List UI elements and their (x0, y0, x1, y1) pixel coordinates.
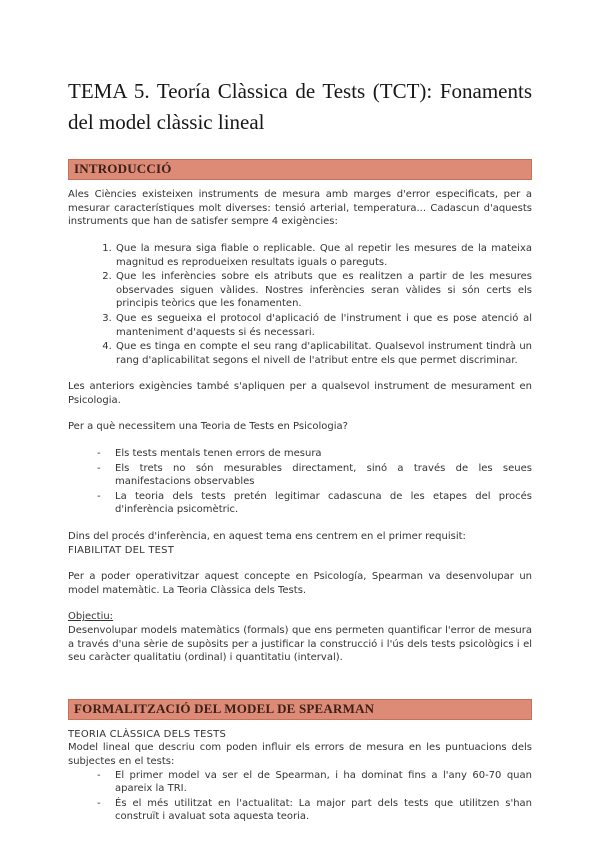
intro-bullet-list (68, 447, 532, 517)
fiabilitat-del-test-line: FIABILITAT DEL TEST (68, 544, 175, 556)
formalization-paragraph-1: Model lineal que descriu com poden influir els errors de mesura en les puntuacions dels subjectes en el tests: (68, 742, 532, 767)
numbered-item: 1. Que la mesura siga fiable o replicable. Que al repetir les mesures de la mateixa magnitud es reprodueixen resultats iguals o pareguts. (115, 242, 532, 269)
intro-paragraph-2: Les anteriors exigències també s'apliquen per a qualsevol instrument de mesurament en Psicologia. (68, 381, 532, 406)
intro-paragraph-3: Per a què necessitem una Teoria de Tests en Psicologia? (68, 421, 348, 433)
numbered-item: 2. Que les inferències sobre els atributs que es realitzen a partir de les mesures observades siguen vàlides. Nostres inferències seran vàlides si són certs els principis teòrics que les fonamenten. (115, 270, 532, 311)
intro-paragraph-4-line1: Dins del procés d'inferència, en aquest tema ens centrem en el primer requisit: (68, 531, 466, 543)
bullet-item: - És el més utilitzat en l'actualitat: La major part dels tests que utilitzen s'han construït i avaluat sota aquesta teoria. (115, 797, 532, 824)
bullet-item: - El primer model va ser el de Spearman, i ha dominat fins a l'any 60-70 quan apareix la TRI. (115, 769, 532, 796)
intro-paragraph-1: Ales Ciències existeixen instruments de mesura amb marges d'error especificats, per a mesurar característiques molt diverses: tensió arterial, temperatura... Cadascun d'aquests instruments que han de satisfer sempre 4 exigències: (68, 189, 532, 228)
formalization-bullet-list (68, 769, 532, 824)
intro-paragraph-5: Per a poder operativitzar aquest concepte en Psicología, Spearman va desenvolupar un model matemàtic. La Teoria Clàssica dels Tests. (68, 571, 532, 596)
intro-numbered-list (68, 242, 532, 367)
doc-title: TEMA 5. Teoría Clàssica de Tests (TCT): Fonaments del model clàssic lineal (68, 79, 532, 135)
bullet-item: - La teoria dels tests pretén legitimar cadascuna de les etapes del procés d'inferència psicomètric. (115, 490, 532, 517)
numbered-item: 3. Que es segueixa el protocol d'aplicació de l'instrument i que es pose atenció al manteniment d'aquests si és necessari. (115, 312, 532, 339)
section-heading-formalitzacio: FORMALITZACIÓ DEL MODEL DE SPEARMAN (68, 699, 532, 720)
bullet-item: - Els tests mentals tenen errors de mesura (115, 447, 532, 461)
numbered-item: 4. Que es tinga en compte el seu rang d'aplicabilitat. Qualsevol instrument tindrà un rang d'aplicabilitat segons el nivell de l'atribut entre els que permet discriminar. (115, 340, 532, 367)
formalization-subheading: TEORIA CLÀSSICA DELS TESTS (68, 728, 227, 740)
section-heading-introduccio: INTRODUCCIÓ (68, 159, 532, 180)
bullet-item: - Els trets no són mesurables directament, sinó a través de les seues manifestacions observables (115, 462, 532, 489)
objective-label: Objectiu: (68, 611, 114, 623)
objective-text: Desenvolupar models matemàtics (formals) que ens permeten quantificar l'error de mesura a través d'una sèrie de supòsits per a justificar la construcció i l'ús dels tests psicològics i el seu caràcter qualitatiu (ordinal) i quantitatiu (interval). (68, 625, 532, 664)
